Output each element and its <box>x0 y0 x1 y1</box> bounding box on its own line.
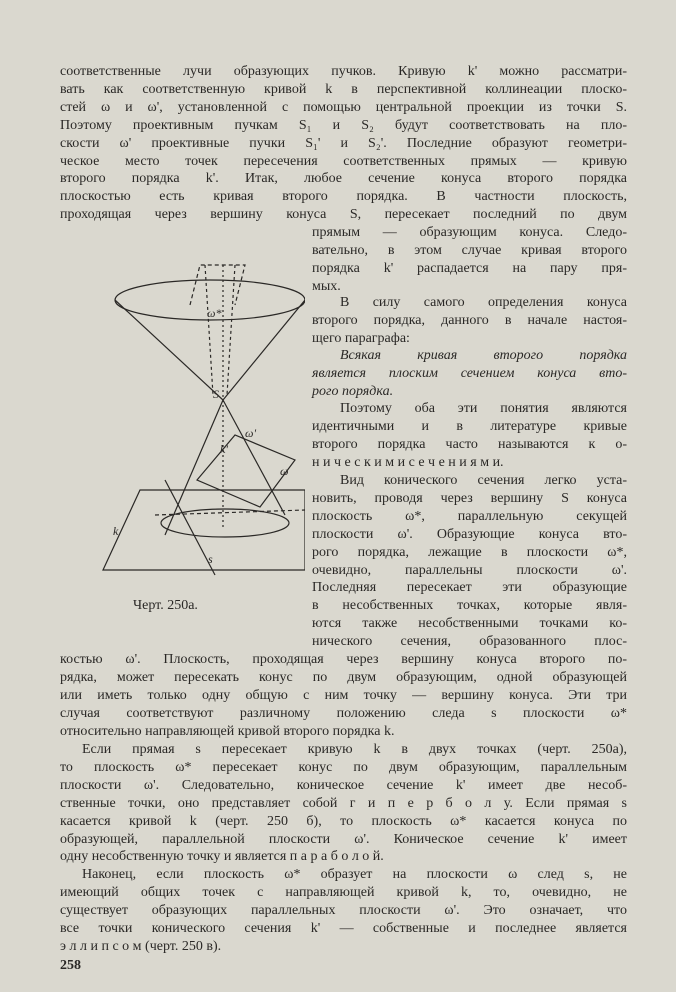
text-line: мых. <box>312 278 341 294</box>
paragraph-intro <box>60 63 627 224</box>
text-line: Если прямая s пересекает кривую k в двух точках (черт. 250а), <box>82 742 627 757</box>
text-line: рядка, может пересекать конус по двум образующим, одной образующей <box>60 669 627 685</box>
text-line: очевидно, параллельны плоскости ω'. <box>312 562 627 578</box>
text-line: н и ч е с к и м и с е ч е н и я м и. <box>312 454 504 470</box>
text-line: плоскости ω'. Образующие конуса вто- <box>312 526 627 542</box>
text-line: вательно, в этом случае кривая второго <box>312 242 627 258</box>
text-line: рого порядка, лежащие в плоскости ω*, <box>312 544 627 560</box>
text-line: ются также несобственными точками ко- <box>312 616 627 632</box>
text-line: э л л и п с о м (черт. 250 в). <box>60 938 222 954</box>
text-line: вать как соответственную кривой k в перспективной коллинеации плоско- <box>60 81 627 97</box>
text-line: случая соответствуют различному положению следа s плоскости ω* <box>60 705 627 721</box>
paragraph-type-continued <box>60 651 627 741</box>
text-line: скости ω' проективные пучки S₁' и S₂'. Последние образуют геометри- <box>60 135 627 151</box>
label-S-apex: S <box>213 387 219 401</box>
text-line: щего параграфа: <box>312 330 410 346</box>
text-line: новить, проводя через вершину S конуса <box>312 490 627 506</box>
text-line: существует образующих параллельных плоскости ω'. Это означает, что <box>60 902 627 918</box>
paragraph-hyperbola <box>60 741 627 866</box>
cone-generator <box>223 400 285 515</box>
text-line: плоскости ω'. Следовательно, коническое сечение k' имеет две несоб- <box>60 777 627 793</box>
text-line: плоскостью есть кривая второго порядка. В частности плоскость, <box>60 189 627 205</box>
label-k: k <box>113 524 119 538</box>
figure-caption: Черт. 250а. <box>133 598 198 613</box>
text-line: рого порядка. <box>312 383 394 399</box>
text-line: костью ω'. Плоскость, проходящая через вершину конуса второго по- <box>60 652 627 667</box>
text-line: прямым — образующим конуса. Следо- <box>312 225 627 240</box>
paragraph-intro-continued <box>312 224 627 296</box>
paragraph-type <box>312 472 627 651</box>
plane-omega-star <box>190 265 245 305</box>
text-line: Поэтому оба эти понятия являются <box>340 401 627 416</box>
label-omega-star: ω* <box>207 306 222 320</box>
text-line: Наконец, если плоскость ω* образует на плоскости ω след s, не <box>82 867 627 882</box>
text-line: идентичными и в литературе кривые <box>312 418 627 434</box>
label-omega: ω <box>280 464 289 478</box>
text-line: Поэтому проективным пучкам S₁ и S₂ будут соответствовать на пло- <box>60 117 627 133</box>
text-line: то плоскость ω* пересекает конус по двум образующим, параллельным <box>60 759 627 775</box>
paragraph-conics <box>312 400 627 472</box>
text-line: одну несобственную точку и является п а р а б о л о й. <box>60 849 384 865</box>
cone-generator <box>223 300 305 400</box>
text-line: Всякая кривая второго порядка <box>340 348 627 363</box>
text-line: все точки конического сечения k' — собственные и последнее является <box>60 920 627 936</box>
text-line: второго порядка часто называются к о- <box>312 436 627 452</box>
text-line: второго порядка, данного в начале настоя- <box>312 312 627 328</box>
cone-figure <box>95 245 305 590</box>
text-line: соответственные лучи образующих пучков. Кривую k' можно рассматри- <box>60 64 627 79</box>
text-line: В силу самого определения конуса <box>340 295 627 310</box>
text-line: имеющий общих точек с направляющей кривой k, то, очевидно, не <box>60 884 627 900</box>
text-line: стей ω и ω', установленной с помощью центральной проекции из точки S. <box>60 99 627 115</box>
paragraph-definition <box>312 294 627 348</box>
paragraph-ellipse <box>60 866 627 956</box>
text-line: в несобственных точках, которые явля- <box>312 598 627 614</box>
label-k-prime: k' <box>220 442 228 456</box>
text-line: ческое место точек пересечения соответственных прямых — кривую <box>60 153 627 169</box>
text-line: порядка k' распадается на пару пря- <box>312 260 627 276</box>
text-line: является плоским сечением конуса вто- <box>312 365 627 381</box>
text-line: Последняя пересекает эти образующие <box>312 580 627 596</box>
text-line: относительно направляющей кривой второго порядка k. <box>60 723 395 739</box>
text-line: второго порядка k'. Итак, любое сечение конуса второго порядка <box>60 171 627 187</box>
label-s: s <box>208 552 213 566</box>
text-line: плоскость ω*, параллельную секущей <box>312 508 627 524</box>
text-line: нического сечения, образованного плос- <box>312 634 627 650</box>
text-line: образующей, параллельной плоскости ω'. Коническое сечение k' имеет <box>60 831 627 847</box>
text-line: проходящая через вершину конуса S, пересекает последний по двум <box>60 207 627 223</box>
page-number: 258 <box>60 958 81 973</box>
text-line: касается кривой k (черт. 250 б), то плоскость ω* касается конуса по <box>60 813 627 829</box>
label-omega-prime: ω' <box>245 426 257 440</box>
plane-omega <box>103 490 305 570</box>
text-line: ственные точки, оно представляет собой г и п е р б о л у. Если прямая s <box>60 795 627 811</box>
text-line: Вид конического сечения легко уста- <box>340 473 627 488</box>
theorem-statement <box>312 347 627 401</box>
text-line: или иметь только одну общую с ним точку — вершину конуса. Эти три <box>60 687 627 703</box>
